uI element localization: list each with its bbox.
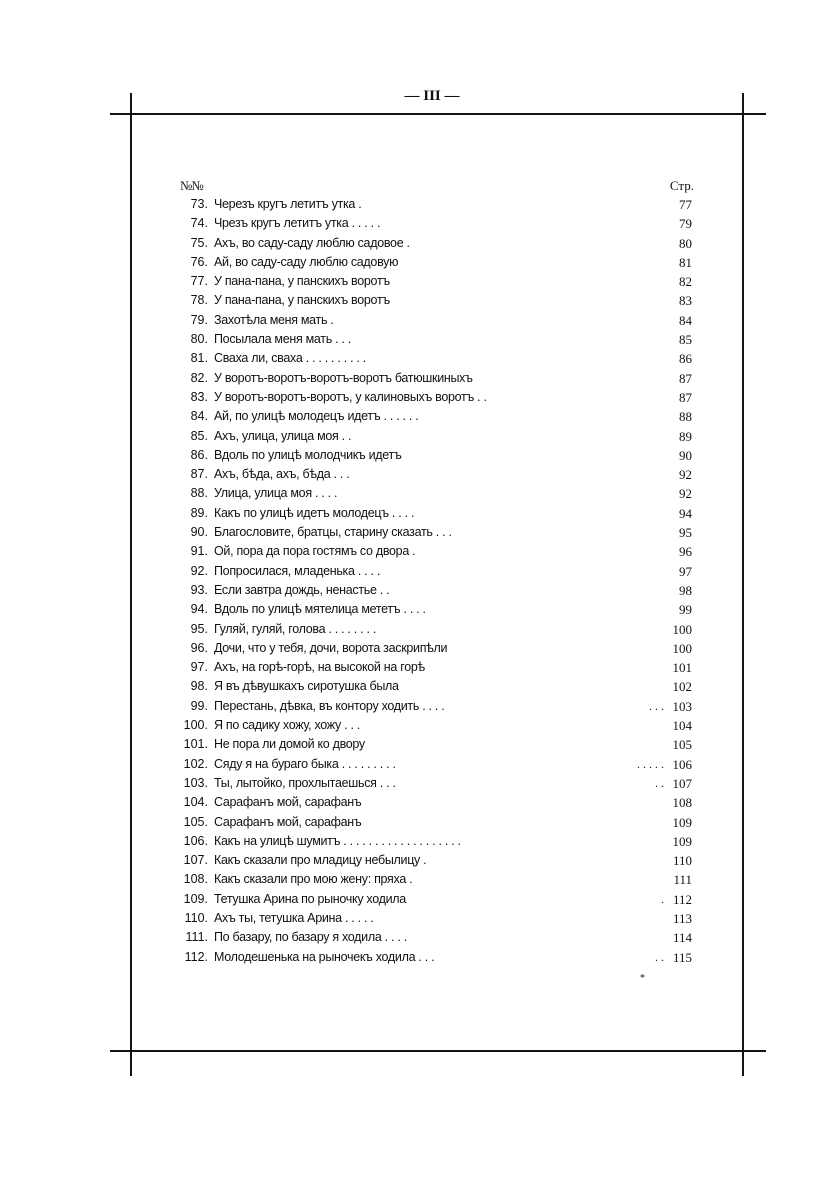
entry-page-number: 108 — [672, 795, 692, 811]
entry-title: Я по садику хожу, хожу . . . — [214, 718, 360, 733]
entry-number: 103. — [183, 775, 208, 790]
entry-title: Попросилася, младенька . . . . — [214, 563, 381, 578]
toc-entry — [180, 195, 698, 214]
entry-title: Черезъ кругъ летитъ утка . — [214, 197, 362, 211]
entry-page-number: 109 — [672, 814, 692, 830]
entry-number: 110. — [184, 910, 208, 925]
entry-title: Гуляй, гуляй, голова . . . . . . . . — [214, 621, 376, 636]
entry-number: 84. — [190, 409, 208, 424]
entry-page-number: 99 — [679, 602, 692, 618]
entry-title: Какъ на улицѣ шумитъ . . . . . . . . . . . . . . . . . . . — [214, 833, 461, 848]
toc-entry — [180, 523, 698, 542]
entry-title: Ай, во саду-саду люблю садовую — [214, 254, 399, 269]
entry-title: Если завтра дождь, ненастье . . — [214, 582, 390, 597]
toc-entry — [180, 793, 698, 812]
entry-title: Улица, улица моя . . . . — [214, 486, 338, 501]
entry-number: 109. — [183, 891, 208, 906]
entry-page-number: 77 — [679, 197, 692, 212]
entry-leader-dots: . . — [655, 775, 664, 790]
entry-leader-dots: . . — [655, 949, 664, 964]
entry-page-number: 106 — [672, 756, 692, 772]
toc-entry — [180, 446, 698, 465]
entry-page-number: 95 — [679, 525, 692, 541]
entry-title: Благословите, братцы, старину сказать . . . — [214, 525, 452, 540]
entry-title: Сарафанъ мой, сарафанъ — [214, 795, 362, 810]
entry-page-number: 107 — [672, 775, 692, 791]
entry-number: 80. — [190, 332, 208, 347]
toc-entry — [180, 504, 698, 523]
toc-entry — [180, 234, 698, 253]
toc-entry — [180, 214, 698, 233]
entry-title: По базару, по базару я ходила . . . . — [214, 930, 407, 945]
toc-entry — [180, 562, 698, 581]
toc-entry — [180, 369, 698, 388]
entry-number: 99. — [190, 698, 208, 713]
entry-title: У воротъ-воротъ-воротъ-воротъ батюшкиныхъ — [214, 370, 473, 385]
entry-title: Сяду я на бураго быка . . . . . . . . . — [214, 756, 396, 771]
entry-page-number: 92 — [679, 486, 692, 502]
entry-title: Какъ сказали про младицу небылицу . — [214, 853, 427, 868]
frame-bottom-rule — [110, 1050, 766, 1052]
page-number: — III — — [404, 88, 460, 104]
toc-entry — [180, 311, 698, 330]
frame-right-rule — [742, 93, 744, 1076]
entry-title: Сваха ли, сваха . . . . . . . . . . — [214, 351, 366, 366]
entry-number: 105. — [183, 814, 208, 829]
entry-title: У воротъ-воротъ-воротъ, у калиновыхъ воротъ . . — [214, 389, 487, 404]
entry-number: 108. — [183, 872, 208, 887]
entry-page-number: 104 — [672, 718, 692, 734]
entry-page-number: 82 — [679, 274, 692, 290]
entry-title: Ой, пора да пора гостямъ со двора . — [214, 544, 416, 559]
entry-leader-dots: . — [661, 891, 664, 906]
toc-entry — [180, 890, 698, 909]
entry-title: Ахъ, бѣда, ахъ, бѣда . . . — [214, 467, 350, 482]
entry-page-number: 100 — [672, 621, 692, 637]
entry-number: 107. — [183, 853, 208, 868]
entry-page-number: 100 — [672, 640, 692, 656]
entry-page-number: 89 — [679, 428, 692, 444]
entry-number: 101. — [183, 737, 208, 752]
entry-page-number: 115 — [672, 949, 692, 965]
toc-entry — [180, 291, 698, 310]
toc-entry — [180, 716, 698, 735]
toc-entry — [180, 639, 698, 658]
entry-page-number: 114 — [672, 930, 692, 946]
entry-title: У пана-пана, у панскихъ воротъ — [214, 293, 390, 308]
table-of-contents — [180, 195, 698, 967]
entry-title: Вдоль по улицѣ мятелица мететъ . . . . — [214, 602, 426, 617]
toc-header — [180, 178, 698, 196]
entry-number: 83. — [190, 389, 208, 404]
toc-entry — [180, 870, 698, 889]
entry-title: Какъ по улицѣ идетъ молодецъ . . . . — [214, 505, 415, 520]
entry-page-number: 90 — [679, 447, 692, 463]
toc-entry — [180, 388, 698, 407]
entry-title: Посылала меня мать . . . — [214, 332, 351, 347]
entry-number: 92. — [190, 563, 208, 578]
entry-page-number: 102 — [672, 679, 692, 695]
toc-entry — [180, 542, 698, 561]
footnote-mark: * — [640, 973, 645, 984]
entry-title: Тетушка Арина по рыночку ходила — [214, 891, 406, 906]
entry-page-number: 87 — [679, 370, 692, 386]
toc-entry — [180, 253, 698, 272]
entry-page-number: 111 — [673, 872, 692, 888]
entry-title: Ай, по улицѣ молодецъ идетъ . . . . . . — [214, 409, 419, 424]
entry-number: 88. — [190, 486, 208, 501]
entry-number: 82. — [190, 370, 208, 385]
entry-page-number: 92 — [679, 467, 692, 483]
toc-entry — [180, 620, 698, 639]
toc-entry — [180, 484, 698, 503]
entry-page-number: 85 — [679, 332, 692, 348]
entry-number: 89. — [190, 505, 208, 520]
entry-leader-dots: . . . — [649, 698, 664, 713]
entry-page-number: 98 — [679, 582, 692, 598]
toc-entry — [180, 697, 698, 716]
toc-entry — [180, 832, 698, 851]
toc-entry — [180, 677, 698, 696]
entry-page-number: 109 — [672, 833, 692, 849]
entry-number: 112. — [184, 949, 208, 964]
entry-title: Ахъ, во саду-саду люблю садовое . — [214, 235, 410, 250]
entry-number: 75. — [190, 235, 208, 250]
toc-entry — [180, 948, 698, 967]
toc-entry — [180, 427, 698, 446]
entry-number: 74. — [190, 216, 208, 231]
entry-page-number: 101 — [672, 660, 692, 676]
entry-number: 73. — [190, 197, 208, 211]
page-column-header: Стр. — [669, 178, 694, 193]
entry-page-number: 87 — [679, 389, 692, 405]
entry-number: 81. — [190, 351, 208, 366]
entry-page-number: 103 — [672, 698, 692, 714]
entry-number: 77. — [190, 274, 208, 289]
entry-number: 86. — [190, 447, 208, 462]
entry-title: Перестань, дѣвка, въ контору ходить . . . . — [214, 698, 445, 713]
entry-title: Не пора ли домой ко двору — [214, 737, 365, 752]
entry-number: 90. — [190, 525, 208, 540]
entry-title: Я въ дѣвушкахъ сиротушка была — [214, 679, 399, 694]
entry-number: 111. — [185, 930, 208, 945]
entry-title: Ахъ, улица, улица моя . . — [214, 428, 352, 443]
entry-number: 106. — [183, 833, 208, 848]
entry-number: 94. — [190, 602, 208, 617]
entry-page-number: 80 — [679, 235, 692, 251]
frame-left-rule — [130, 93, 132, 1076]
toc-entry — [180, 330, 698, 349]
number-column-header: №№ — [180, 178, 203, 193]
entry-number: 87. — [190, 467, 208, 482]
entry-number: 85. — [190, 428, 208, 443]
entry-page-number: 96 — [679, 544, 692, 560]
entry-title: Молодешенька на рыночекъ ходила . . . — [214, 949, 435, 964]
toc-entry — [180, 928, 698, 947]
entry-title: Какъ сказали про мою жену: пряха . — [214, 872, 413, 887]
toc-entry — [180, 909, 698, 928]
entry-number: 102. — [183, 756, 208, 771]
toc-entry — [180, 349, 698, 368]
entry-title: Дочи, что у тебя, дочи, ворота заскрипѣли — [214, 640, 448, 655]
toc-entry — [180, 774, 698, 793]
toc-entry — [180, 813, 698, 832]
toc-entry — [180, 272, 698, 291]
entry-title: Ты, лытойко, прохлытаешься . . . — [214, 775, 396, 790]
entry-title: Сарафанъ мой, сарафанъ — [214, 814, 362, 829]
toc-entry — [180, 851, 698, 870]
entry-number: 93. — [190, 582, 208, 597]
entry-number: 104. — [183, 795, 208, 810]
entry-title: У пана-пана, у панскихъ воротъ — [214, 274, 390, 289]
entry-page-number: 105 — [672, 737, 692, 753]
entry-number: 98. — [190, 679, 208, 694]
entry-page-number: 83 — [679, 293, 692, 309]
entry-page-number: 97 — [679, 563, 692, 579]
entry-page-number: 113 — [672, 910, 692, 926]
toc-entry — [180, 465, 698, 484]
toc-entry — [180, 755, 698, 774]
toc-entry — [180, 581, 698, 600]
entry-title: Ахъ ты, тетушка Арина . . . . . — [214, 910, 374, 925]
entry-page-number: 84 — [679, 312, 692, 328]
frame-top-rule — [110, 113, 766, 115]
entry-page-number: 112 — [672, 891, 692, 907]
toc-entry — [180, 600, 698, 619]
toc-entry — [180, 658, 698, 677]
entry-number: 95. — [190, 621, 208, 636]
entry-title: Ахъ, на горѣ-горѣ, на высокой на горѣ — [214, 660, 425, 675]
entry-number: 97. — [190, 660, 208, 675]
entry-number: 91. — [190, 544, 208, 559]
entry-page-number: 86 — [679, 351, 692, 367]
entry-number: 76. — [190, 254, 208, 269]
entry-page-number: 79 — [679, 216, 692, 232]
entry-number: 96. — [190, 640, 208, 655]
toc-entry — [180, 735, 698, 754]
entry-number: 79. — [190, 312, 208, 327]
entry-number: 100. — [183, 718, 208, 733]
entry-title: Вдоль по улицѣ молодчикъ идетъ — [214, 447, 402, 462]
toc-entry — [180, 407, 698, 426]
entry-page-number: 110 — [672, 853, 692, 869]
entry-number: 78. — [190, 293, 208, 308]
entry-leader-dots: . . . . . — [637, 756, 664, 771]
entry-page-number: 88 — [679, 409, 692, 425]
entry-title: Захотѣла меня мать . — [214, 312, 334, 327]
entry-title: Чрезъ кругъ летитъ утка . . . . . — [214, 216, 381, 231]
entry-page-number: 94 — [679, 505, 692, 521]
entry-page-number: 81 — [679, 254, 692, 270]
